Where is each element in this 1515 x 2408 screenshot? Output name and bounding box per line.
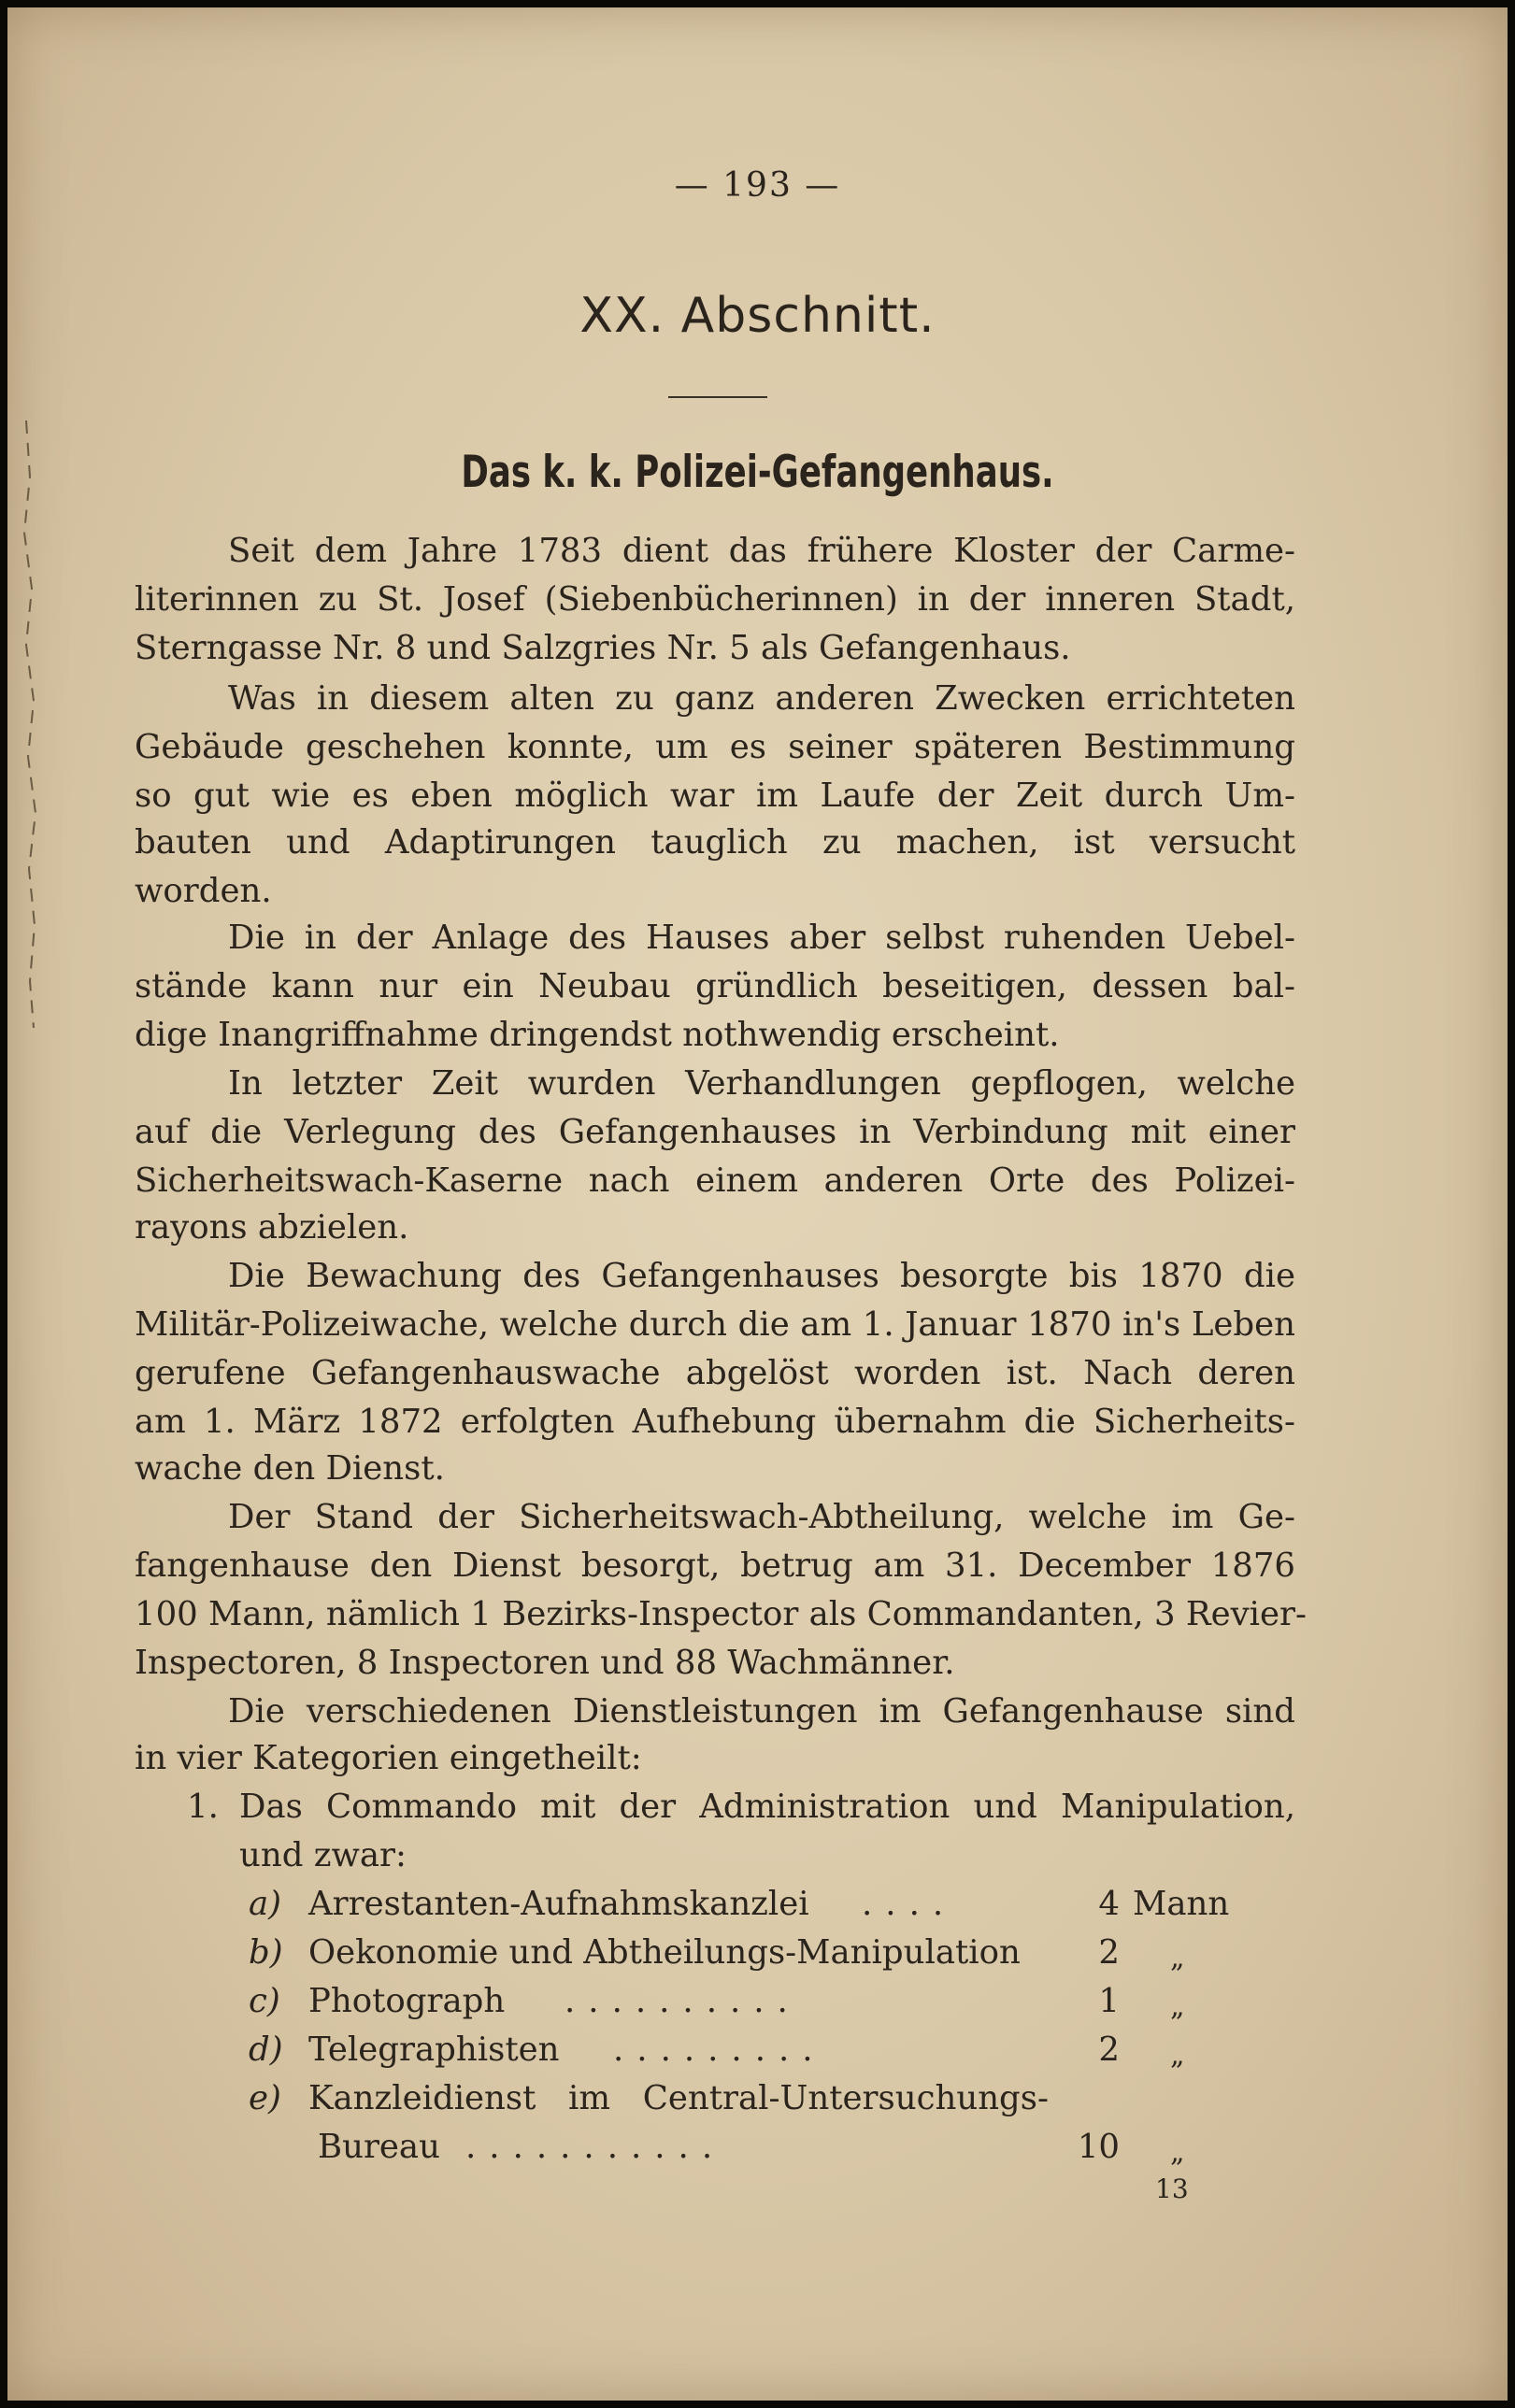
list-text-line: Das Commando mit der Administration und Manipulation, xyxy=(239,1788,1295,1826)
sub-item-count: 1 xyxy=(1098,1982,1120,2020)
sub-item-label: Kanzleidienst im Central-Untersuchungs- xyxy=(308,2079,1049,2117)
text-line: dige Inangriffnahme dringendst nothwendig erscheint. xyxy=(135,1016,1060,1054)
text-line: gerufene Gefangenhauswache abgelöst worden ist. Nach deren xyxy=(135,1354,1295,1392)
leader-dots: .......... xyxy=(565,1982,801,2020)
text-line: worden. xyxy=(135,872,272,910)
sub-item-label: Photograph xyxy=(308,1982,506,2020)
text-line: Was in diesem alten zu ganz anderen Zwecken errichteten xyxy=(228,679,1295,718)
sub-item-letter: b) xyxy=(249,1933,283,1972)
leader-dots: .... xyxy=(862,1885,957,1923)
divider-rule xyxy=(668,396,767,398)
text-line: rayons abzielen. xyxy=(135,1208,409,1247)
binding-edge-marks xyxy=(21,420,49,1028)
sub-item-unit: Mann xyxy=(1133,1885,1230,1923)
sub-item-letter: c) xyxy=(249,1982,280,2020)
text-line: In letzter Zeit wurden Verhandlungen gepflogen, welche xyxy=(228,1064,1295,1103)
text-line: Militär-Polizeiwache, welche durch die am 1. Januar 1870 in's Leben xyxy=(135,1305,1295,1344)
leader-dots: ........... xyxy=(465,2128,726,2166)
signature-mark: 13 xyxy=(1155,2173,1189,2204)
sub-item-unit: „ xyxy=(1170,2136,1185,2169)
text-line: Der Stand der Sicherheitswach-Abtheilung, welche im Ge- xyxy=(228,1498,1295,1536)
sub-item-unit: „ xyxy=(1170,1990,1185,2023)
text-line: wache den Dienst. xyxy=(135,1449,445,1488)
list-text-line: und zwar: xyxy=(239,1836,407,1874)
chapter-title: Das k. k. Polizei-Gefangenhaus. xyxy=(461,447,1054,498)
text-line: literinnen zu St. Josef (Siebenbücherinnen) in der inneren Stadt, xyxy=(135,580,1295,619)
sub-item-count: 2 xyxy=(1098,1933,1120,1972)
page-number: — 193 — xyxy=(674,166,841,205)
text-line: Die in der Anlage des Hauses aber selbst ruhenden Uebel- xyxy=(228,919,1295,957)
sub-item-label: Arrestanten-Aufnahmskanzlei xyxy=(308,1885,809,1923)
sub-item-letter: a) xyxy=(249,1885,282,1923)
leader-dots: ......... xyxy=(613,2030,826,2069)
text-line: Sterngasse Nr. 8 und Salzgries Nr. 5 als Gefangenhaus. xyxy=(135,629,1071,667)
text-line: so gut wie es eben möglich war im Laufe der Zeit durch Um- xyxy=(135,777,1295,815)
text-line: fangenhause den Dienst besorgt, betrug am 31. December 1876 xyxy=(135,1546,1295,1585)
sub-item-letter: d) xyxy=(249,2030,283,2069)
text-line: Die Bewachung des Gefangenhauses besorgte bis 1870 die xyxy=(228,1257,1295,1295)
text-line: 100 Mann, nämlich 1 Bezirks-Inspector als Commandanten, 3 Revier- xyxy=(135,1595,1307,1633)
text-line: Die verschiedenen Dienstleistungen im Gefangenhause sind xyxy=(228,1692,1295,1731)
sub-item-letter: e) xyxy=(249,2079,281,2117)
sub-item-count: 4 xyxy=(1098,1885,1120,1923)
text-line: bauten und Adaptirungen tauglich zu machen, ist versucht xyxy=(135,823,1295,862)
section-heading: XX. Abschnitt. xyxy=(579,288,936,344)
text-line: Seit dem Jahre 1783 dient das frühere Kloster der Carme- xyxy=(228,532,1295,570)
text-line: Gebäude geschehen konnte, um es seiner späteren Bestimmung xyxy=(135,728,1295,766)
text-line: in vier Kategorien eingetheilt: xyxy=(135,1739,642,1777)
list-number: 1. xyxy=(187,1788,219,1826)
text-line: auf die Verlegung des Gefangenhauses in Verbindung mit einer xyxy=(135,1113,1295,1151)
sub-item-label-continued: Bureau xyxy=(318,2128,440,2166)
sub-item-label: Telegraphisten xyxy=(308,2030,560,2069)
sub-item-count: 10 xyxy=(1077,2128,1120,2166)
sub-item-label: Oekonomie und Abtheilungs-Manipulation xyxy=(308,1933,1021,1972)
text-line: Inspectoren, 8 Inspectoren und 88 Wachmänner. xyxy=(135,1644,955,1682)
sub-item-unit: „ xyxy=(1170,1942,1185,1974)
text-line: Sicherheitswach-Kaserne nach einem anderen Orte des Polizei- xyxy=(135,1161,1295,1200)
sub-item-unit: „ xyxy=(1170,2039,1185,2072)
sub-item-count: 2 xyxy=(1098,2030,1120,2069)
text-line: am 1. März 1872 erfolgten Aufhebung übernahm die Sicherheits- xyxy=(135,1403,1295,1441)
text-line: stände kann nur ein Neubau gründlich beseitigen, dessen bal- xyxy=(135,967,1295,1005)
